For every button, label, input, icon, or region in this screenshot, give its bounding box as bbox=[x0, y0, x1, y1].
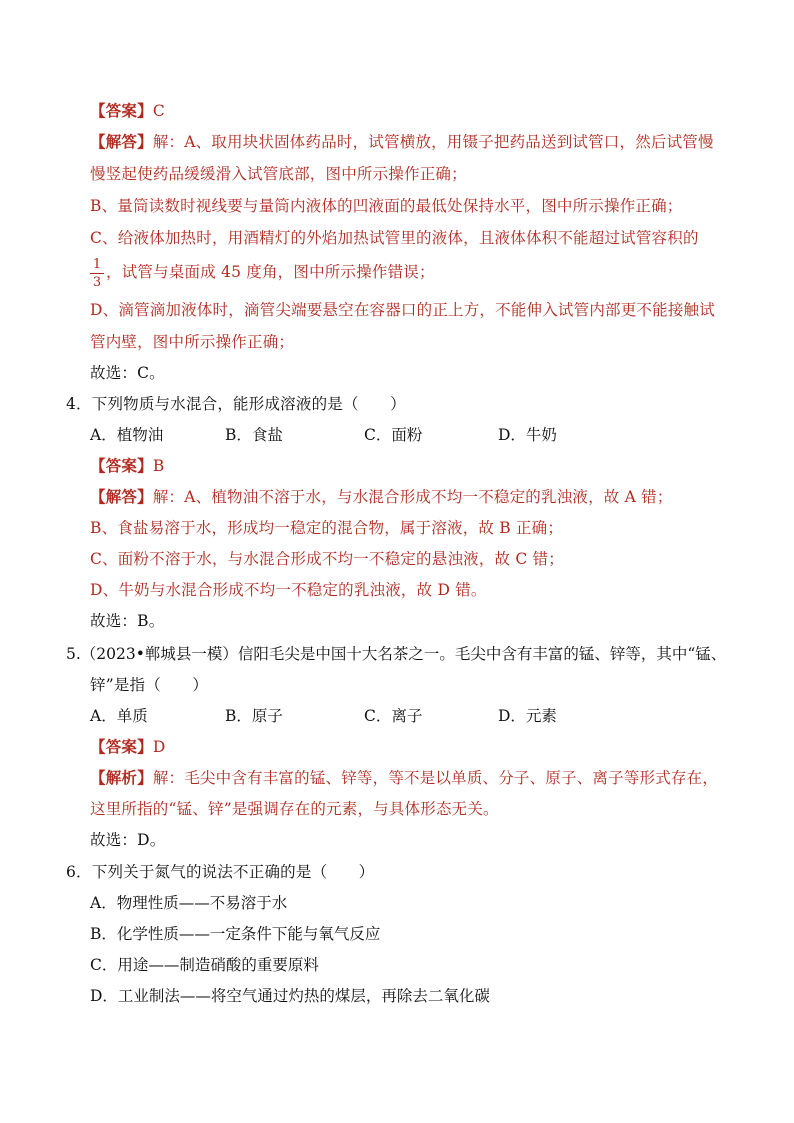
q6-option-d: D．工业制法——将空气通过灼热的煤层，再除去二氧化碳 bbox=[90, 987, 490, 1005]
q6-option-c: C．用途——制造硝酸的重要原料 bbox=[90, 956, 319, 974]
answer-value: C bbox=[152, 102, 165, 120]
q4-answer: 【答案】B bbox=[90, 456, 165, 475]
q4-option-a: A．植物油 bbox=[90, 426, 164, 444]
q4-stem: 4．下列物质与水混合，能形成溶液的是（ ） bbox=[66, 395, 406, 413]
q4-conclusion: 故选：B。 bbox=[90, 612, 165, 630]
q5-answer: 【答案】D bbox=[90, 737, 166, 756]
q5-analysis-line-1: 【解析】解：毛尖中含有丰富的锰、锌等，等不是以单质、分子、原子、离子等形式存在， bbox=[90, 768, 719, 787]
solution-label: 【解答】 bbox=[90, 132, 153, 151]
q4-option-b: B．食盐 bbox=[225, 426, 283, 444]
answer-label: 【答案】 bbox=[90, 101, 153, 120]
q4-solution-line-3: C、面粉不溶于水，与水混合形成不均一不稳定的悬浊液，故 C 错； bbox=[90, 550, 564, 568]
q4-solution-line-2: B、食盐易溶于水，形成均一稳定的混合物，属于溶液，故 B 正确； bbox=[90, 519, 564, 537]
q6-option-b: B．化学性质——一定条件下能与氧气反应 bbox=[90, 925, 381, 943]
q3-solution-line-4: C、给液体加热时，用酒精灯的外焰加热试管里的液体，且液体体积不能超过试管容积的 bbox=[90, 229, 699, 247]
q4-option-c: C．面粉 bbox=[364, 426, 423, 444]
q5-stem-line-2: 锌”是指（ ） bbox=[90, 676, 209, 694]
q5-conclusion: 故选：D。 bbox=[90, 831, 166, 849]
q4-solution-line-4: D、牛奶与水混合形成不均一不稳定的乳浊液，故 D 错。 bbox=[90, 581, 487, 599]
q5-option-b: B．原子 bbox=[225, 707, 283, 725]
q5-option-d: D．元素 bbox=[498, 707, 557, 725]
q4-option-d: D．牛奶 bbox=[498, 426, 557, 444]
q3-solution-line-3: B、量筒读数时视线要与量筒内液体的凹液面的最低处保持水平，图中所示操作正确； bbox=[90, 197, 683, 215]
q6-stem: 6．下列关于氮气的说法不正确的是（ ） bbox=[66, 863, 375, 881]
q5-option-a: A．单质 bbox=[90, 707, 148, 725]
q5-analysis-line-2: 这里所指的“锰、锌”是强调存在的元素，与具体形态无关。 bbox=[90, 800, 499, 818]
q3-conclusion: 故选：C。 bbox=[90, 364, 165, 382]
q3-solution-line-2: 慢竖起使药品缓缓滑入试管底部，图中所示操作正确； bbox=[90, 165, 467, 183]
q3-solution-line-7: 管内壁，图中所示操作正确； bbox=[90, 333, 295, 351]
q5-stem-line-1: 5.（2023•郸城县一模）信阳毛尖是中国十大名茶之一。毛尖中含有丰富的锰、锌等，其中“锰、 bbox=[66, 645, 727, 663]
q6-option-a: A．物理性质——不易溶于水 bbox=[90, 894, 288, 912]
q3-solution-line-5: ，试管与桌面成 45 度角，图中所示操作错误； bbox=[106, 263, 435, 281]
q3-answer bbox=[90, 100, 165, 122]
q3-solution-line-6: D、滴管滴加液体时，滴管尖端要悬空在容器口的正上方，不能伸入试管内部更不能接触试 bbox=[90, 301, 715, 319]
fraction-one-third: 1 3 bbox=[90, 258, 104, 290]
q3-solution-line-1: 【解答】解：A、取用块状固体药品时，试管横放，用镊子把药品送到试管口，然后试管慢 bbox=[90, 132, 714, 151]
q5-option-c: C．离子 bbox=[364, 707, 423, 725]
q4-solution-line-1: 【解答】解：A、植物油不溶于水，与水混合形成不均一不稳定的乳浊液，故 A 错； bbox=[90, 487, 673, 506]
